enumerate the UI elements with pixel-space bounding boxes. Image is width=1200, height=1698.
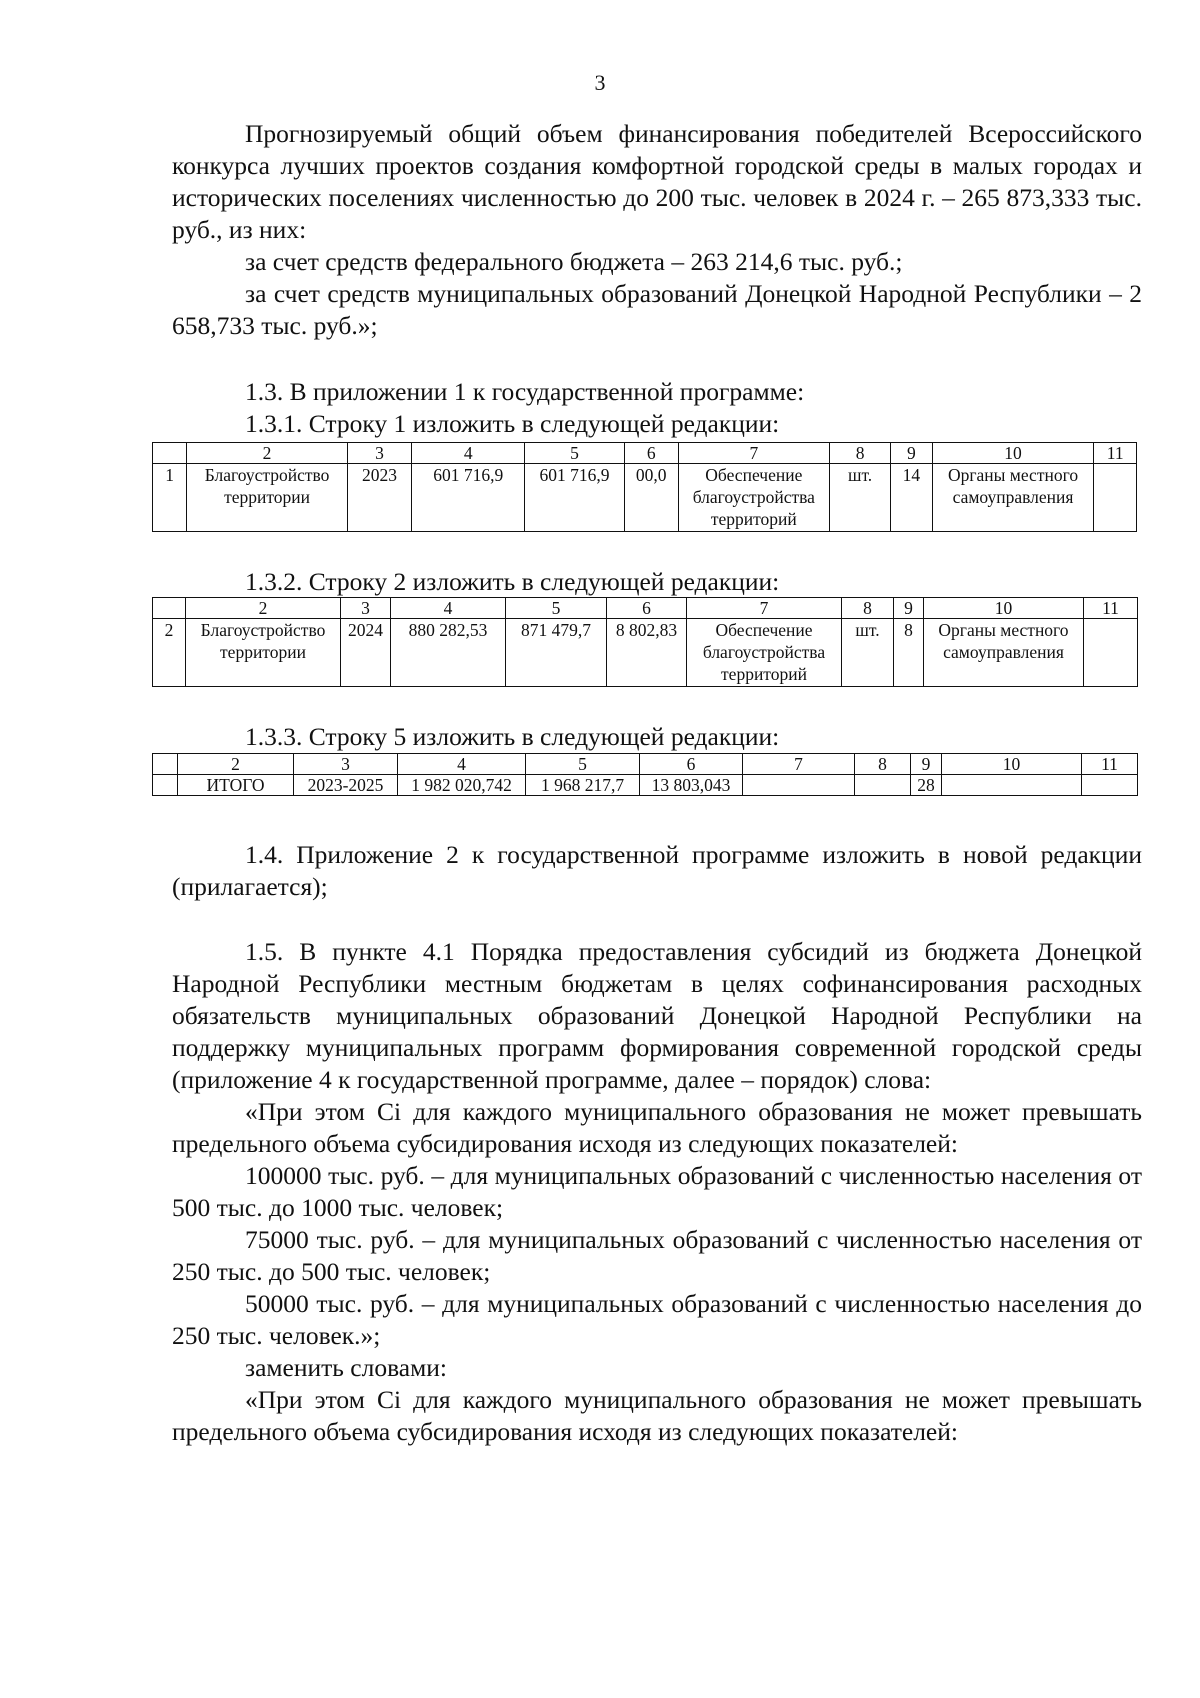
col-header-3: 3 bbox=[294, 754, 398, 775]
col-header-4: 4 bbox=[398, 754, 526, 775]
limit-item-3: 50000 тыс. руб. – для муниципальных образований с численностью населения до 250 тыс. человек.»; bbox=[172, 1289, 1142, 1350]
col-header-1 bbox=[153, 443, 187, 464]
section-1-3-heading bbox=[172, 376, 1142, 440]
replace-with-words: заменить словами: bbox=[245, 1353, 447, 1382]
col-header-8: 8 bbox=[830, 443, 891, 464]
col-header-9: 9 bbox=[891, 443, 932, 464]
col-header-6: 6 bbox=[607, 598, 687, 619]
col-header-10: 10 bbox=[942, 754, 1082, 775]
limit-item-2: 75000 тыс. руб. – для муниципальных образований с численностью населения от 250 тыс. до 500 тыс. человек; bbox=[172, 1225, 1142, 1286]
municipal-budget-paragraph: за счет средств муниципальных образований Донецкой Народной Республики – 2 658,733 тыс. руб.»; bbox=[172, 279, 1142, 340]
col-header-8: 8 bbox=[855, 754, 911, 775]
cell-year: 2023 bbox=[347, 464, 411, 532]
col-header-9: 9 bbox=[911, 754, 942, 775]
col-header-1 bbox=[153, 598, 186, 619]
cell-row-number: 1 bbox=[153, 464, 187, 532]
col-header-11: 11 bbox=[1084, 598, 1138, 619]
quote-intro: «При этом Ci для каждого муниципального образования не может превышать предельного объема субсидирования исходя из следующих показателей: bbox=[172, 1097, 1142, 1158]
cell-federal: 871 479,7 bbox=[506, 619, 607, 687]
col-header-9: 9 bbox=[894, 598, 924, 619]
page-number: 3 bbox=[594, 70, 606, 95]
col-header-5: 5 bbox=[526, 754, 640, 775]
intro-block bbox=[172, 118, 1142, 342]
section-1-5-text: 1.5. В пункте 4.1 Порядка предоставления субсидий из бюджета Донецкой Народной Республики местным бюджетам в целях софинансирования расходных обязательств муниципальных образований Донецкой Народной Республики на поддержку муниципальных программ формирования современной городской среды (приложение 4 к государственной программе, далее – порядок) слова: bbox=[172, 937, 1142, 1094]
section-1-5 bbox=[172, 936, 1142, 1448]
col-header-10: 10 bbox=[932, 443, 1094, 464]
cell-unit: шт. bbox=[842, 619, 894, 687]
subsection-1-3-2-title: 1.3.2. Строку 2 изложить в следующей редакции: bbox=[245, 567, 780, 596]
cell-indicator: Обеспечение благоустройства территорий bbox=[678, 464, 829, 532]
col-header-8: 8 bbox=[842, 598, 894, 619]
col-header-3: 3 bbox=[347, 443, 411, 464]
cell-col-11 bbox=[1082, 775, 1138, 796]
subsection-1-3-3-heading bbox=[172, 721, 1142, 753]
col-header-6: 6 bbox=[640, 754, 743, 775]
col-header-5: 5 bbox=[525, 443, 625, 464]
subsection-1-3-3-title: 1.3.3. Строку 5 изложить в следующей редакции: bbox=[245, 722, 780, 751]
cell-unit: шт. bbox=[830, 464, 891, 532]
cell-executor: Органы местного самоуправления bbox=[924, 619, 1084, 687]
col-header-3: 3 bbox=[341, 598, 391, 619]
cell-federal: 1 968 217,7 bbox=[526, 775, 640, 796]
cell-indicator bbox=[743, 775, 855, 796]
cell-regional: 13 803,043 bbox=[640, 775, 743, 796]
cell-name: Благоустройство территории bbox=[186, 619, 341, 687]
cell-value: 8 bbox=[894, 619, 924, 687]
col-header-10: 10 bbox=[924, 598, 1084, 619]
intro-paragraph: Прогнозируемый общий объем финансирования победителей Всероссийского конкурса лучших проектов создания комфортной городской среды в малых городах и исторических поселениях численностью до 200 тыс. человек в 2024 г. – 265 873,333 тыс. руб., из них: bbox=[172, 119, 1142, 244]
cell-indicator: Обеспечение благоустройства территорий bbox=[687, 619, 842, 687]
section-1-4-text: 1.4. Приложение 2 к государственной программе изложить в новой редакции (прилагается); bbox=[172, 840, 1142, 901]
col-header-11: 11 bbox=[1094, 443, 1137, 464]
cell-col-11 bbox=[1084, 619, 1138, 687]
cell-unit bbox=[855, 775, 911, 796]
table-row bbox=[153, 619, 1138, 687]
cell-regional: 00,0 bbox=[624, 464, 678, 532]
col-header-6: 6 bbox=[624, 443, 678, 464]
col-header-2: 2 bbox=[187, 443, 348, 464]
table-header-row bbox=[153, 754, 1138, 775]
cell-regional: 8 802,83 bbox=[607, 619, 687, 687]
cell-total: 601 716,9 bbox=[412, 464, 525, 532]
cell-total: 880 282,53 bbox=[391, 619, 506, 687]
col-header-7: 7 bbox=[687, 598, 842, 619]
subsection-1-3-2-heading bbox=[172, 566, 1142, 598]
col-header-11: 11 bbox=[1082, 754, 1138, 775]
col-header-2: 2 bbox=[178, 754, 294, 775]
table-row bbox=[153, 775, 1138, 796]
table-row-1-edit bbox=[152, 442, 1137, 532]
table-header-row bbox=[153, 443, 1137, 464]
cell-value: 14 bbox=[891, 464, 932, 532]
cell-executor bbox=[942, 775, 1082, 796]
col-header-7: 7 bbox=[743, 754, 855, 775]
col-header-2: 2 bbox=[186, 598, 341, 619]
subsection-1-3-1-title: 1.3.1. Строку 1 изложить в следующей редакции: bbox=[245, 409, 780, 438]
cell-year: 2024 bbox=[341, 619, 391, 687]
table-header-row bbox=[153, 598, 1138, 619]
col-header-1 bbox=[153, 754, 178, 775]
federal-budget-line: за счет средств федерального бюджета – 263 214,6 тыс. руб.; bbox=[245, 247, 903, 276]
table-row-5-edit bbox=[152, 753, 1138, 796]
cell-total: 1 982 020,742 bbox=[398, 775, 526, 796]
cell-name: ИТОГО bbox=[178, 775, 294, 796]
col-header-4: 4 bbox=[391, 598, 506, 619]
cell-federal: 601 716,9 bbox=[525, 464, 625, 532]
col-header-5: 5 bbox=[506, 598, 607, 619]
cell-row-number bbox=[153, 775, 178, 796]
cell-col-11 bbox=[1094, 464, 1137, 532]
cell-row-number: 2 bbox=[153, 619, 186, 687]
cell-years: 2023-2025 bbox=[294, 775, 398, 796]
section-1-3-title: 1.3. В приложении 1 к государственной программе: bbox=[245, 377, 805, 406]
cell-value: 28 bbox=[911, 775, 942, 796]
table-row-2-edit bbox=[152, 597, 1138, 687]
section-1-4 bbox=[172, 839, 1142, 903]
col-header-7: 7 bbox=[678, 443, 829, 464]
col-header-4: 4 bbox=[412, 443, 525, 464]
cell-executor: Органы местного самоуправления bbox=[932, 464, 1094, 532]
cell-name: Благоустройство территории bbox=[187, 464, 348, 532]
limit-item-1: 100000 тыс. руб. – для муниципальных образований с численностью населения от 500 тыс. до 1000 тыс. человек; bbox=[172, 1161, 1142, 1222]
table-row bbox=[153, 464, 1137, 532]
quote-intro-new: «При этом Ci для каждого муниципального образования не может превышать предельного объема субсидирования исходя из следующих показателей: bbox=[172, 1385, 1142, 1446]
